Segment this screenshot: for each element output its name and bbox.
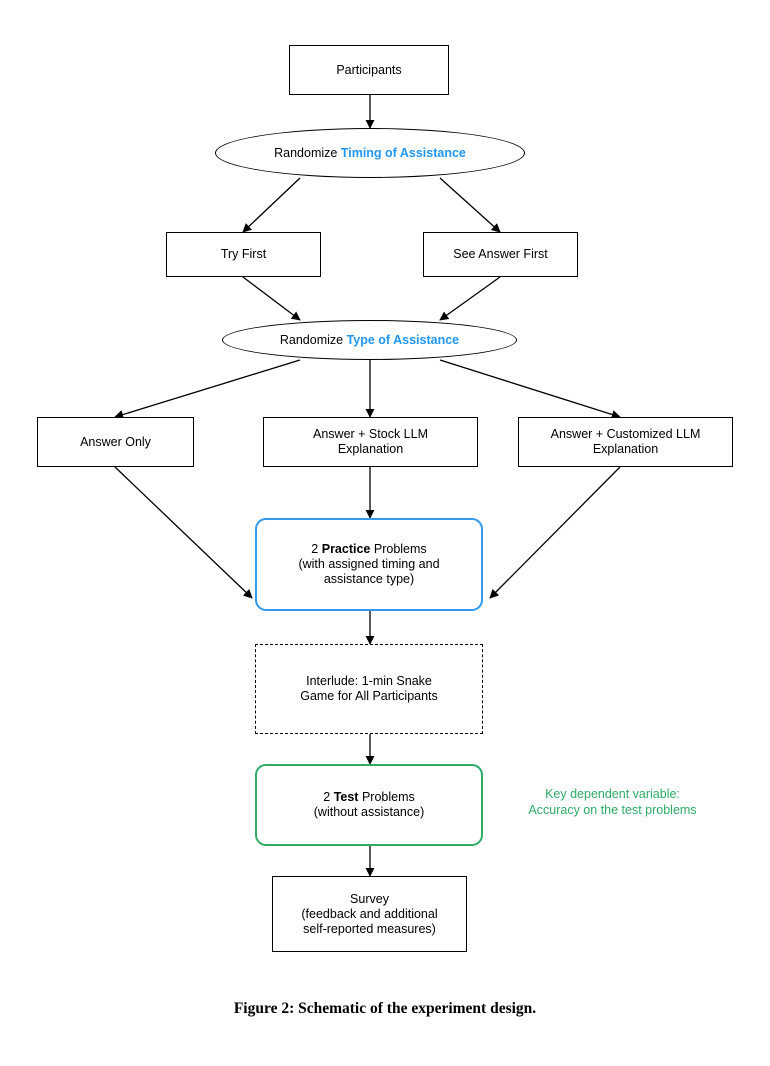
- node-try-first: [166, 232, 321, 277]
- annotation-line1: Key dependent variable:: [545, 787, 680, 801]
- node-interlude-line1: Interlude: 1-min Snake: [306, 674, 432, 688]
- practice-post: Problems: [370, 542, 427, 556]
- annotation-line2: Accuracy on the test problems: [528, 803, 697, 817]
- test-post: Problems: [358, 790, 415, 804]
- node-interlude-snake-game-text: [300, 674, 438, 704]
- node-answer-customized-llm-line2: Explanation: [592, 442, 659, 456]
- randomize-type-prefix: Randomize: [279, 332, 347, 347]
- node-test-problems: [255, 764, 483, 846]
- node-answer-only: [37, 417, 194, 467]
- node-answer-customized-llm-line1: Answer + Customized LLM: [550, 427, 701, 441]
- node-test-problems-text: [314, 790, 424, 820]
- node-randomize-type-text: [280, 333, 459, 348]
- node-see-answer-first-label: See Answer First: [453, 247, 548, 261]
- node-survey-line1: Survey: [350, 891, 389, 906]
- node-randomize-type: [222, 320, 517, 360]
- figure-caption: Figure 2: Schematic of the experiment design.: [233, 1000, 537, 1017]
- practice-pre: 2: [311, 542, 322, 556]
- randomize-timing-prefix: Randomize: [274, 145, 341, 160]
- node-practice-problems: [255, 518, 483, 611]
- node-practice-problems-text: [298, 542, 439, 587]
- node-see-answer-first: [423, 232, 578, 277]
- node-test-problems-line1: [314, 790, 424, 805]
- node-answer-customized-llm-text: [551, 427, 701, 457]
- node-practice-problems-line2: (with assigned timing and: [298, 557, 440, 571]
- node-randomize-timing-text: [274, 146, 466, 161]
- randomize-type-accent: Type of Assistance: [346, 332, 460, 347]
- node-test-problems-line2: (without assistance): [313, 805, 425, 819]
- node-answer-customized-llm: [518, 417, 733, 467]
- node-answer-stock-llm-text: [313, 427, 428, 457]
- randomize-timing-accent: Timing of Assistance: [340, 145, 466, 160]
- node-practice-problems-line3: assistance type): [323, 572, 415, 586]
- node-participants-label: Participants: [336, 62, 402, 77]
- node-answer-stock-llm-line2: Explanation: [337, 442, 404, 456]
- node-survey-text: [301, 892, 437, 937]
- node-answer-stock-llm-line1: Answer + Stock LLM: [313, 427, 428, 441]
- practice-bold: Practice: [321, 542, 371, 556]
- node-practice-problems-line1: [298, 542, 439, 557]
- test-pre: 2: [323, 790, 334, 804]
- node-try-first-label: Try First: [220, 247, 267, 261]
- node-survey-line3: self-reported measures): [303, 921, 436, 936]
- node-survey: [272, 876, 467, 952]
- node-answer-only-label: Answer Only: [80, 434, 151, 449]
- node-interlude-line2: Game for All Participants: [300, 689, 438, 703]
- node-interlude-snake-game: [255, 644, 483, 734]
- node-participants: [289, 45, 449, 95]
- node-answer-stock-llm: [263, 417, 478, 467]
- node-randomize-timing: [215, 128, 525, 178]
- test-bold: Test: [333, 790, 359, 804]
- annotation-key-dependent-variable: [495, 786, 730, 818]
- node-survey-line2: (feedback and additional: [301, 906, 438, 921]
